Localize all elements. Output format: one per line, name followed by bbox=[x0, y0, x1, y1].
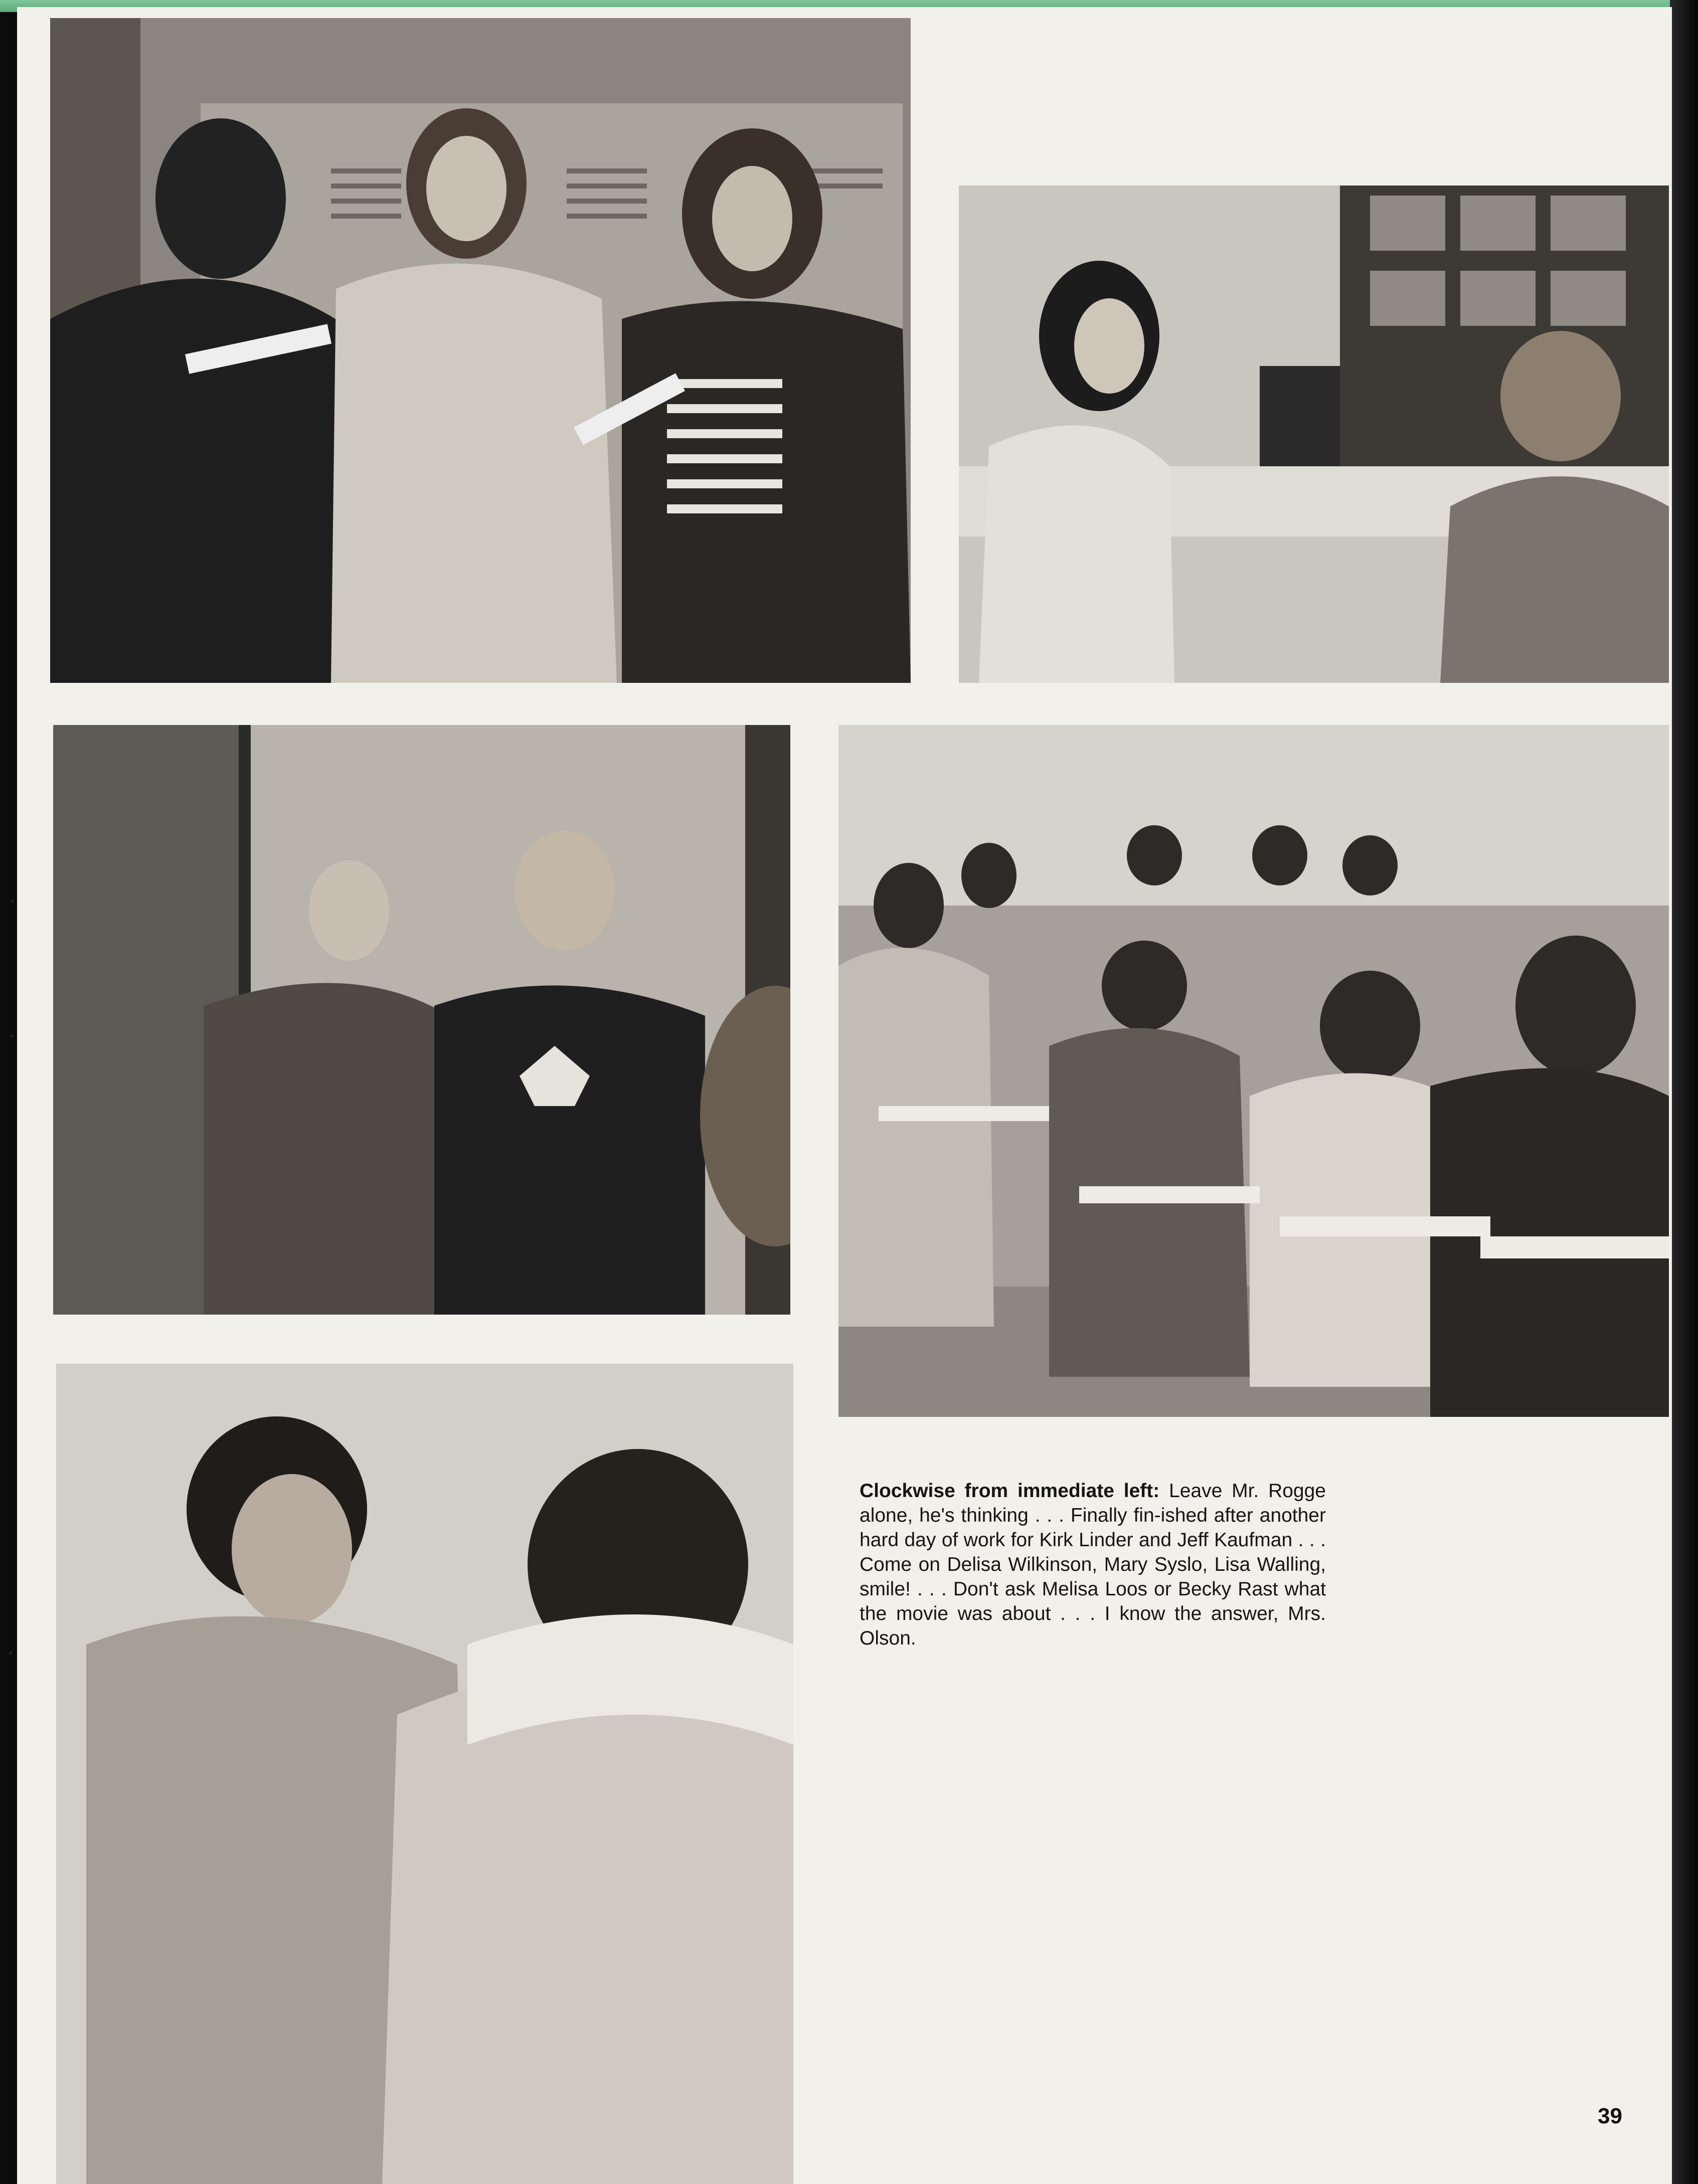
yearbook-page bbox=[17, 7, 1672, 2184]
book-spine bbox=[1670, 0, 1698, 2184]
scan-dot bbox=[9, 1652, 12, 1655]
photo-classroom-students-writing bbox=[838, 725, 1669, 1417]
caption-lead: Clockwise from immediate left: bbox=[860, 1480, 1160, 1502]
caption-text: Leave Mr. Rogge alone, he's thinking . . . Finally fin-ished after another hard day of work for Kirk Linder and Jeff Kaufman . . . Come on Delisa Wilkinson, Mary Syslo, Lisa Walling, smile! . . . Don't ask Melisa Loos or Becky Rast what the movie was about . . . I know the answer, Mrs. Olson. bbox=[860, 1480, 1326, 1649]
scan-dot bbox=[11, 899, 14, 902]
scan-dot bbox=[10, 1035, 13, 1038]
photo-boys-in-hallway bbox=[53, 725, 790, 1315]
photo-three-girls-lockers bbox=[50, 18, 911, 683]
photo-caption bbox=[860, 1479, 1326, 1651]
page-number: 39 bbox=[1598, 2104, 1622, 2128]
photo-students-at-desk-with-equipment bbox=[959, 186, 1669, 683]
photo-teacher-with-student bbox=[56, 1364, 793, 2184]
